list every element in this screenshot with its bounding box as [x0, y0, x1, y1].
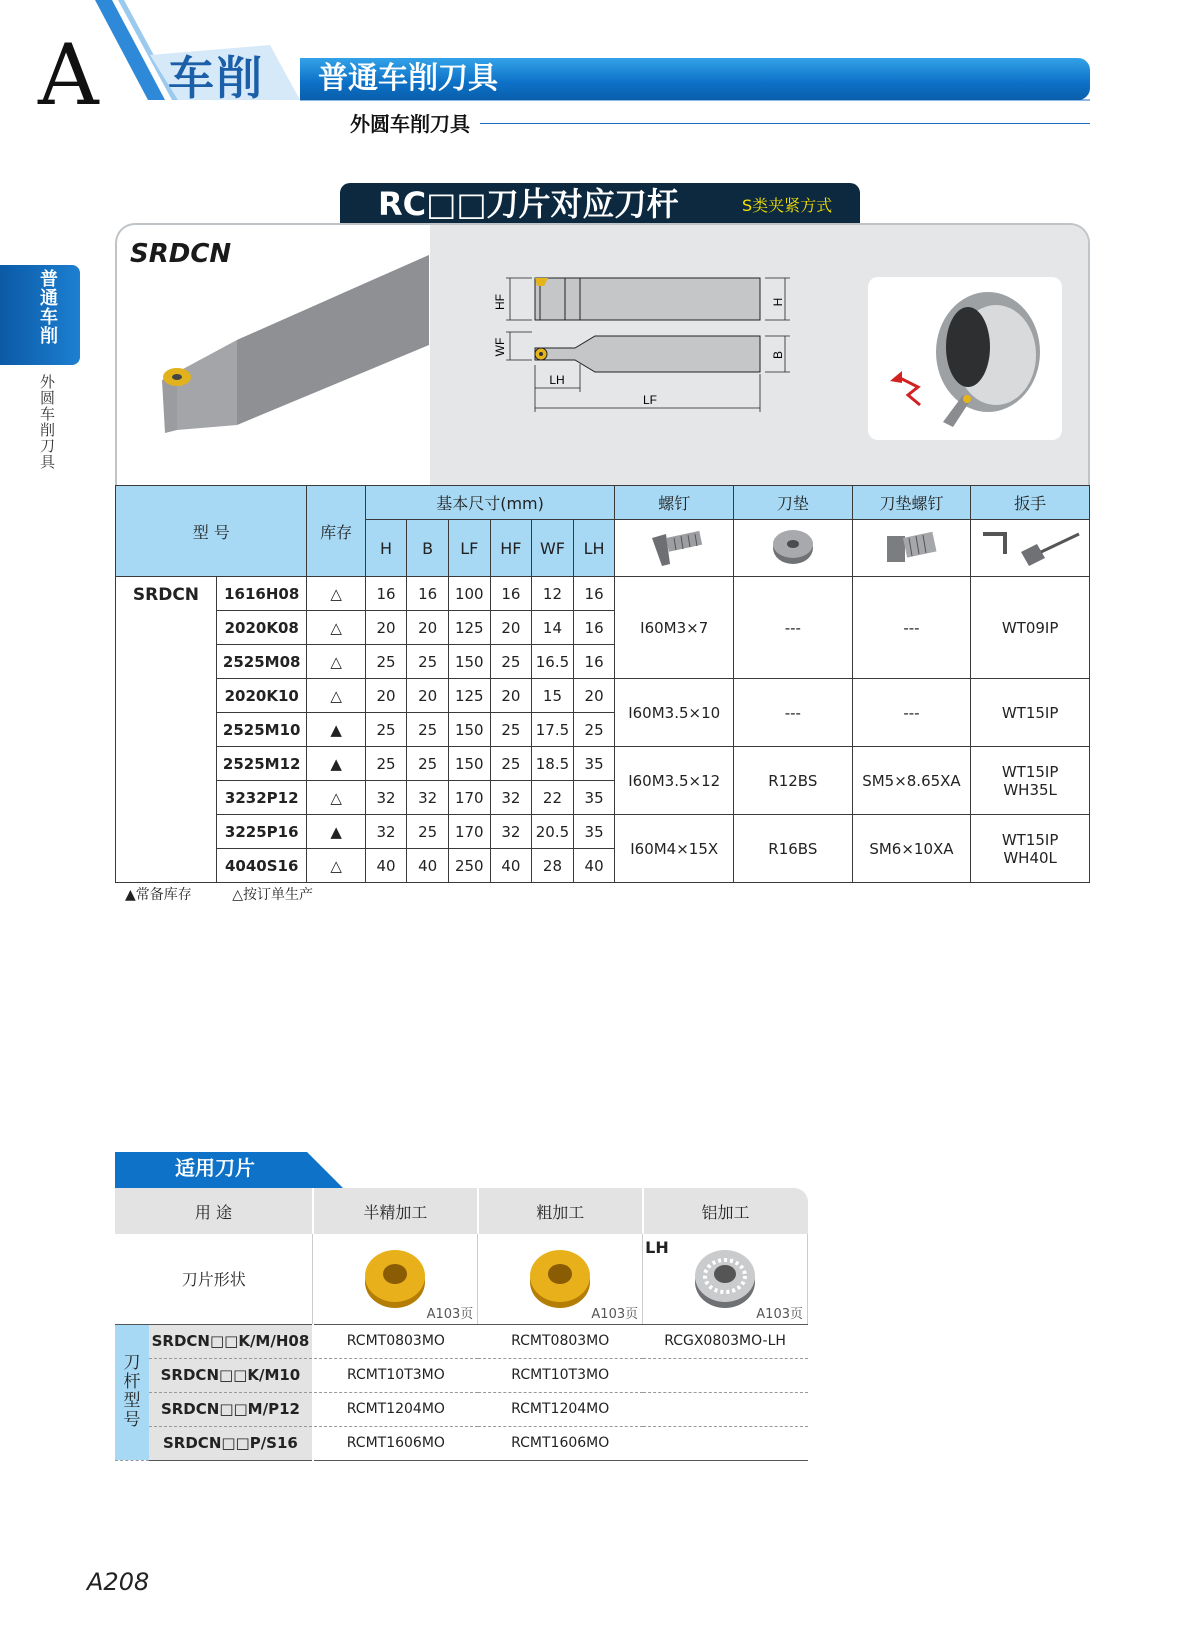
stock-mark: △: [307, 611, 365, 645]
dim-lf: 170: [448, 815, 490, 849]
side-tab-active-label: 普通车削: [40, 269, 58, 347]
spec-row: [116, 577, 1090, 611]
wrench-code: [971, 747, 1090, 815]
wrench-code: [971, 815, 1090, 883]
insert-shape-rough: [478, 1234, 643, 1324]
insert-code: RCMT1606MO: [313, 1426, 478, 1460]
insert-code: RCMT1204MO: [313, 1392, 478, 1426]
dim-lh: 16: [573, 577, 615, 611]
dim-b: 25: [407, 747, 449, 781]
dim-hf: 25: [490, 645, 532, 679]
series-name: SRDCN: [116, 577, 217, 883]
insert-code: RCMT0803MO: [313, 1324, 478, 1358]
dim-label-lh: LH: [549, 373, 565, 387]
insert-code: [643, 1392, 808, 1426]
wrench-code-secondary: WH40L: [1003, 848, 1057, 867]
dim-lh: 40: [573, 849, 615, 883]
stock-mark: △: [307, 577, 365, 611]
side-tab-label: 外圆车削刀具: [40, 373, 56, 471]
dim-hf: 16: [490, 577, 532, 611]
screw-code: I60M3.5×10: [615, 679, 734, 747]
spec-table: [115, 485, 1090, 883]
page-ref-rough[interactable]: A103页: [591, 1306, 639, 1322]
dim-wf: 15: [532, 679, 574, 713]
stock-mark: ▲: [307, 713, 365, 747]
insert-code: RCMT1204MO: [478, 1392, 643, 1426]
wrench-code-primary: WT15IP: [1001, 703, 1059, 722]
dim-hf: 40: [490, 849, 532, 883]
stock-legend: [125, 886, 349, 904]
dim-h: 25: [365, 713, 407, 747]
dim-b: 25: [407, 815, 449, 849]
dim-hf: 20: [490, 611, 532, 645]
shim-code: ---: [734, 679, 853, 747]
holder-model: SRDCN□□P/S16: [149, 1426, 313, 1460]
shim-code: ---: [734, 577, 853, 679]
screw-code: I60M4×15X: [615, 815, 734, 883]
insert-code: [643, 1358, 808, 1392]
insert-code: RCMT10T3MO: [478, 1358, 643, 1392]
dim-b: 25: [407, 645, 449, 679]
holder-model: SRDCN□□K/M/H08: [149, 1324, 313, 1358]
spec-row: [116, 679, 1090, 713]
spec-row: [116, 815, 1090, 849]
stock-mark: ▲: [307, 747, 365, 781]
model-code: 2020K10: [216, 679, 307, 713]
dim-label-wf: WF: [493, 337, 507, 357]
dim-lh: 16: [573, 645, 615, 679]
shim-screw-code: SM5×8.65XA: [852, 747, 971, 815]
insert-code: RCMT1606MO: [478, 1426, 643, 1460]
header-dim-lf: LF: [448, 520, 490, 577]
dim-lh: 35: [573, 815, 615, 849]
model-code: 2020K08: [216, 611, 307, 645]
dim-hf: 25: [490, 747, 532, 781]
header-dim-wf: WF: [532, 520, 574, 577]
dim-lf: 150: [448, 645, 490, 679]
stock-mark: △: [307, 849, 365, 883]
page-ref-semi[interactable]: A103页: [426, 1306, 474, 1322]
model-code: 2525M10: [216, 713, 307, 747]
col-aluminum: 铝加工: [643, 1188, 808, 1234]
legend-stock: ▲常备库存: [125, 887, 192, 903]
dim-b: 16: [407, 577, 449, 611]
dim-wf: 20.5: [532, 815, 574, 849]
header-dim-lh: LH: [573, 520, 615, 577]
dim-h: 16: [365, 577, 407, 611]
dim-b: 20: [407, 679, 449, 713]
dim-lh: 35: [573, 781, 615, 815]
dim-label-hf: HF: [493, 294, 507, 310]
page-ref-alu[interactable]: A103页: [756, 1306, 803, 1322]
model-code: 4040S16: [216, 849, 307, 883]
dim-lf: 250: [448, 849, 490, 883]
header-model: 型 号: [116, 486, 307, 577]
dim-lf: 150: [448, 713, 490, 747]
clamp-type-label: S类夹紧方式: [742, 196, 833, 215]
dim-lf: 125: [448, 611, 490, 645]
dim-lh: 16: [573, 611, 615, 645]
header-stock: 库存: [307, 486, 365, 577]
tool-holder-image: [117, 225, 431, 455]
lh-mark: LH: [645, 1238, 669, 1257]
series-label: SRDCN: [130, 239, 232, 269]
dim-lf: 100: [448, 577, 490, 611]
dim-h: 32: [365, 815, 407, 849]
col-semi-finish: 半精加工: [313, 1188, 478, 1234]
wrench-code-primary: WT15IP: [1001, 830, 1059, 849]
dim-wf: 17.5: [532, 713, 574, 747]
dim-hf: 32: [490, 781, 532, 815]
dim-h: 40: [365, 849, 407, 883]
wrench-icon: [971, 520, 1090, 577]
shim-screw-code: ---: [852, 679, 971, 747]
header-dim-hf: HF: [490, 520, 532, 577]
dim-b: 20: [407, 611, 449, 645]
dim-h: 20: [365, 611, 407, 645]
dim-label-h: H: [771, 297, 785, 307]
stock-mark: △: [307, 679, 365, 713]
banner-title: 普通车削刀具: [318, 61, 498, 96]
shim-code: R16BS: [734, 815, 853, 883]
insert-code: RCGX0803MO-LH: [643, 1324, 808, 1358]
clamp-mechanism-photo: [868, 277, 1062, 440]
dim-wf: 18.5: [532, 747, 574, 781]
dim-wf: 28: [532, 849, 574, 883]
dim-wf: 22: [532, 781, 574, 815]
spec-row: [116, 747, 1090, 781]
header-shim-screw: 刀垫螺钉: [852, 486, 971, 520]
dim-h: 25: [365, 645, 407, 679]
wrench-code: [971, 577, 1090, 679]
dim-h: 32: [365, 781, 407, 815]
dim-label-lf: LF: [642, 393, 658, 407]
model-code: 2525M08: [216, 645, 307, 679]
dim-hf: 32: [490, 815, 532, 849]
category-title: 车削: [168, 51, 264, 105]
dim-b: 40: [407, 849, 449, 883]
dimension-drawing: [480, 270, 810, 430]
col-roughing: 粗加工: [478, 1188, 643, 1234]
wrench-code-primary: WT15IP: [1001, 762, 1059, 781]
dim-lh: 20: [573, 679, 615, 713]
dim-label-b: B: [771, 350, 785, 360]
wrench-code-secondary: WH35L: [1003, 780, 1057, 799]
dim-lf: 170: [448, 781, 490, 815]
gold-insert-icon: [360, 1242, 430, 1312]
shim-screw-code: ---: [852, 577, 971, 679]
silver-insert-icon: [690, 1242, 760, 1312]
shape-label: 刀片形状: [115, 1234, 313, 1324]
model-code: 3232P12: [216, 781, 307, 815]
shim-screw-icon: [852, 520, 971, 577]
dim-lh: 25: [573, 713, 615, 747]
insert-shape-semi: [313, 1234, 478, 1324]
wrench-code-primary: WT09IP: [1001, 618, 1059, 637]
stock-mark: △: [307, 781, 365, 815]
insert-code: RCMT0803MO: [478, 1324, 643, 1358]
usage-label: 用 途: [115, 1188, 313, 1234]
dim-wf: 12: [532, 577, 574, 611]
shim-icon: [734, 520, 853, 577]
model-code: 3225P16: [216, 815, 307, 849]
screw-code: I60M3×7: [615, 577, 734, 679]
model-code: 1616H08: [216, 577, 307, 611]
dim-wf: 14: [532, 611, 574, 645]
legend-order: △按订单生产: [232, 887, 314, 903]
dim-lh: 35: [573, 747, 615, 781]
header-dims: 基本尺寸(mm): [365, 486, 615, 520]
dim-hf: 20: [490, 679, 532, 713]
holder-vertical-label: 刀杆型号: [115, 1324, 149, 1460]
insert-section-title: 适用刀片: [175, 1156, 255, 1180]
gold-insert-icon: [525, 1242, 595, 1312]
subcategory-rule: [480, 123, 1090, 124]
model-code: 2525M12: [216, 747, 307, 781]
header-screw: 螺钉: [615, 486, 734, 520]
insert-table: [115, 1188, 808, 1461]
page-number: A208: [87, 1568, 150, 1596]
header-dim-h: H: [365, 520, 407, 577]
dim-lf: 150: [448, 747, 490, 781]
dim-h: 25: [365, 747, 407, 781]
stock-mark: △: [307, 645, 365, 679]
insert-shape-alu: [643, 1234, 808, 1324]
wrench-code: [971, 679, 1090, 747]
stock-mark: ▲: [307, 815, 365, 849]
dim-h: 20: [365, 679, 407, 713]
shim-screw-code: SM6×10XA: [852, 815, 971, 883]
shim-code: R12BS: [734, 747, 853, 815]
header-dim-b: B: [407, 520, 449, 577]
screw-icon: [615, 520, 734, 577]
dim-hf: 25: [490, 713, 532, 747]
holder-model: SRDCN□□K/M10: [149, 1358, 313, 1392]
holder-model: SRDCN□□M/P12: [149, 1392, 313, 1426]
header-wrench: 扳手: [971, 486, 1090, 520]
section-letter: A: [38, 26, 99, 124]
dim-wf: 16.5: [532, 645, 574, 679]
header-shim: 刀垫: [734, 486, 853, 520]
screw-code: I60M3.5×12: [615, 747, 734, 815]
subcategory-title: 外圆车削刀具: [350, 112, 470, 136]
section-title: RC□□刀片对应刀杆: [378, 185, 679, 223]
dim-b: 25: [407, 713, 449, 747]
dim-b: 32: [407, 781, 449, 815]
insert-code: RCMT10T3MO: [313, 1358, 478, 1392]
insert-code: [643, 1426, 808, 1460]
dim-lf: 125: [448, 679, 490, 713]
